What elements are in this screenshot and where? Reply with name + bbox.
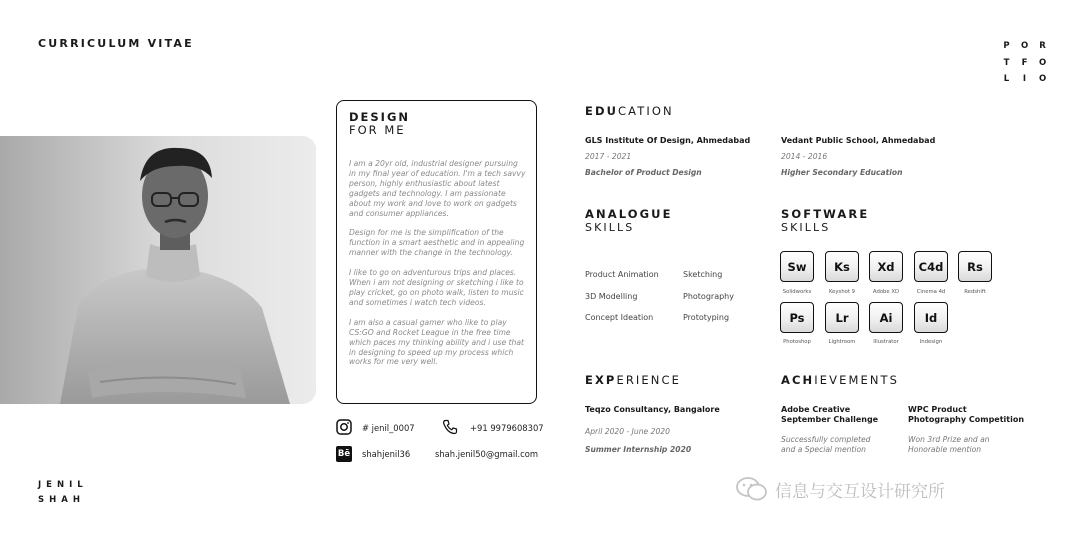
email-address[interactable]: shah.jenil50@gmail.com: [435, 449, 539, 459]
about-paragraph: I like to go on adventurous trips and places. When i am not designing or sketching i like to play cricket, go on photo walk, listen to music and sometimes i watch tech videos.: [349, 268, 524, 307]
portfolio-letter: T: [1003, 57, 1010, 68]
portfolio-letter: O: [1039, 74, 1047, 84]
profile-photo: [0, 136, 316, 404]
education-school: GLS Institute Of Design, Ahmedabad: [585, 136, 751, 145]
phone-contact[interactable]: [442, 419, 458, 439]
instagram-contact[interactable]: [336, 419, 352, 439]
keyshot-icon: Ks: [825, 251, 859, 282]
experience-dates: April 2020 - June 2020: [585, 427, 670, 436]
achievement-title-line: September Challenge: [781, 415, 879, 424]
software-skills-heading: [781, 207, 869, 235]
achievement-title-line: Adobe Creative: [781, 405, 851, 414]
first-name: JENIL: [38, 480, 88, 490]
achievement-desc-line: Honorable mention: [908, 445, 982, 454]
about-paragraph: I am a 20yr old, industrial designer pursuing in my final year of education. I'm a tech savvy person, highly enthusiastic about latest gadgets and technology. I am passionate about my work and love to work on gadgets and consumer appliances.: [349, 159, 526, 218]
experience-role: Summer Internship 2020: [585, 445, 692, 454]
analogue-skills-heading: [585, 207, 673, 235]
experience-heading-bold: EXP: [585, 373, 617, 387]
achievement-title-line: WPC Product: [908, 405, 967, 414]
achievement-desc-line: Won 3rd Prize and an: [908, 435, 990, 444]
behance-icon: Bē: [336, 446, 352, 462]
software-label: Illustrator: [873, 339, 899, 345]
portrait-illustration: [0, 136, 316, 404]
education-heading: [585, 104, 674, 118]
instagram-icon: [336, 419, 352, 435]
experience-company: Teqzo Consultancy, Bangalore: [585, 405, 720, 414]
software-label: Indesign: [919, 339, 943, 345]
cinema4d-icon: C4d: [914, 251, 948, 282]
skill-item: Product Animation: [585, 270, 659, 279]
watermark: [735, 476, 945, 502]
watermark-text: 信息与交互设计研究所: [775, 481, 945, 502]
software-label: Photoshop: [783, 339, 811, 345]
person-name: [38, 478, 88, 508]
illustrator-icon: Ai: [869, 302, 903, 333]
lightroom-icon: Lr: [825, 302, 859, 333]
redshift-icon: Rs: [958, 251, 992, 282]
education-heading-bold: EDU: [585, 104, 619, 118]
achievement-desc-line: and a Special mention: [781, 445, 866, 454]
portfolio-letter: O: [1039, 57, 1047, 68]
education-heading-rest: CATION: [618, 104, 674, 118]
software-label: Lightroom: [828, 339, 856, 345]
portfolio-letter: L: [1003, 74, 1010, 84]
about-paragraph: I am also a casual gamer who like to play CS:GO and Rocket League in the free time which paces my thinking ability and i use that in designing to speed up my process which works for me very well.: [349, 317, 524, 367]
about-heading: DESIGN: [349, 110, 411, 124]
skill-item: 3D Modelling: [585, 292, 638, 301]
portfolio-letter: O: [1021, 41, 1029, 51]
behance-handle[interactable]: shahjenil36: [362, 449, 411, 459]
page-title: CURRICULUM VITAE: [38, 37, 194, 50]
achievements-heading-bold: ACH: [781, 373, 815, 387]
portfolio-mark: [1003, 38, 1046, 88]
analogue-title: ANALOGUE: [585, 207, 673, 221]
about-card: [336, 100, 537, 404]
adobe-xd-icon: Xd: [869, 251, 903, 282]
about-subheading: FOR ME: [349, 123, 406, 137]
indesign-icon: Id: [914, 302, 948, 333]
skill-item: Photography: [683, 292, 734, 301]
achievement-title-line: Photography Competition: [908, 415, 1025, 424]
achievements-heading-rest: IEVEMENTS: [814, 373, 900, 387]
photoshop-icon: Ps: [780, 302, 814, 333]
education-years: 2014 - 2016: [781, 152, 828, 161]
about-paragraph: Design for me is the simplification of the function in a smart aesthetic and in appealing manner with the change in the technology.: [349, 228, 525, 258]
education-school: Vedant Public School, Ahmedabad: [781, 136, 936, 145]
education-degree: Bachelor of Product Design: [585, 168, 702, 177]
software-label: Solidworks: [782, 289, 812, 295]
last-name: SHAH: [38, 495, 85, 505]
software-label: Cinema 4d: [916, 289, 946, 295]
achievement-title: [908, 405, 1024, 425]
achievement-desc: [908, 435, 990, 455]
achievement-title: [781, 405, 878, 425]
experience-heading: [585, 373, 681, 387]
achievements-heading: [781, 373, 899, 387]
software-title: SOFTWARE: [781, 207, 870, 221]
portfolio-letter: P: [1003, 41, 1010, 51]
education-years: 2017 - 2021: [585, 152, 632, 161]
instagram-handle[interactable]: # jenil_0007: [362, 423, 415, 433]
chat-logo-icon: [735, 476, 769, 502]
software-subtitle: SKILLS: [781, 221, 831, 234]
portfolio-letter: F: [1021, 57, 1028, 68]
portfolio-letter: I: [1022, 74, 1027, 84]
experience-heading-rest: ERIENCE: [616, 373, 681, 387]
software-label: Keyshot 9: [828, 289, 856, 295]
portfolio-letter: R: [1039, 41, 1046, 51]
analogue-subtitle: SKILLS: [585, 221, 635, 234]
achievement-desc: [781, 435, 870, 455]
software-label: Adobe XD: [872, 289, 900, 295]
skill-item: Concept Ideation: [585, 313, 654, 322]
education-degree: Higher Secondary Education: [781, 168, 903, 177]
software-label: Redshift: [964, 289, 986, 295]
solidworks-icon: Sw: [780, 251, 814, 282]
skill-item: Sketching: [683, 270, 723, 279]
phone-number[interactable]: +91 9979608307: [470, 423, 544, 433]
skill-item: Prototyping: [683, 313, 730, 322]
achievement-desc-line: Successfully completed: [781, 435, 871, 444]
phone-icon: [442, 419, 458, 435]
